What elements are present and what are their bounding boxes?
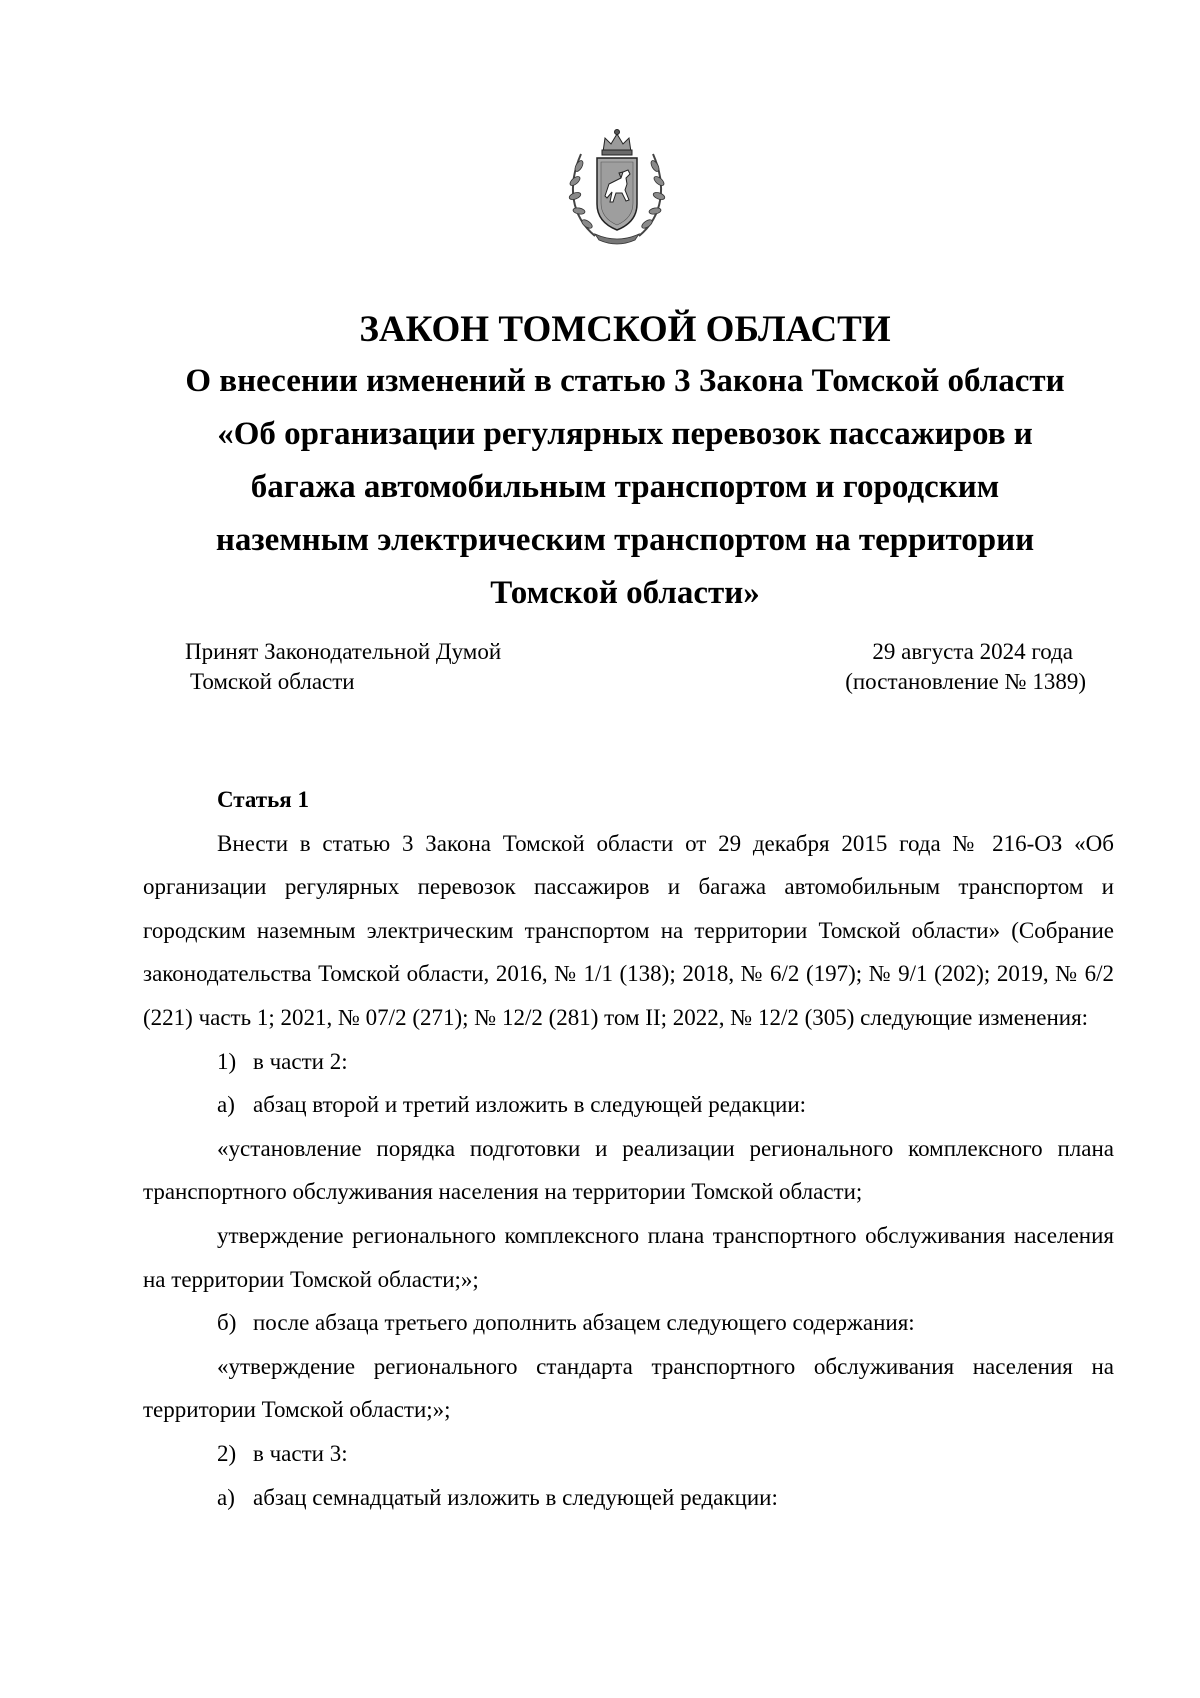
article-intro-paragraph: Внести в статью 3 Закона Томской области от 29 декабря 2015 года № 216-ОЗ «Об организации регулярных перевозок пассажиров и багажа автомобильным транспортом и городским наземным электрическим транспортом на территории Томской области» (Собрание законодательства Томской области, 2016, № 1/1 (138); 2018, № 6/2 (197); № 9/1 (202); 2019, № 6/2 (221) часть 1; 2021, № 07/2 (271); № 12/2 (281) том II; 2022, № 12/2 (305) следующие изменения: — [143, 830, 1114, 1030]
list-item — [143, 1040, 1114, 1084]
subtitle-line: О внесении изменений в статью 3 Закона Томской области — [185, 363, 1065, 399]
list-marker: 2) — [217, 1440, 237, 1466]
quoted-paragraph: «утверждение регионального стандарта транспортного обслуживания населения на территории Томской области;»; — [143, 1353, 1114, 1423]
tomsk-region-coat-of-arms-emblem — [565, 126, 669, 246]
adopted-by-line: Принят Законодательной Думой — [185, 639, 502, 664]
list-item — [143, 1083, 1114, 1127]
law-title: ЗАКОН ТОМСКОЙ ОБЛАСТИ — [359, 309, 891, 350]
list-item-text: абзац семнадцатый изложить в следующей редакции: — [253, 1484, 778, 1510]
quoted-paragraph: «установление порядка подготовки и реализации регионального комплексного плана транспортного обслуживания населения на территории Томской области; — [143, 1135, 1114, 1205]
list-item-text: после абзаца третьего дополнить абзацем следующего содержания: — [253, 1310, 915, 1336]
adoption-date-line: 29 августа 2024 года — [872, 639, 1073, 664]
subtitle-line: «Об организации регулярных перевозок пассажиров и — [217, 416, 1033, 452]
subtitle-line: наземным электрическим транспортом на территории — [215, 522, 1035, 558]
list-marker: а) — [217, 1092, 235, 1118]
adoption-date — [845, 637, 1086, 697]
article-heading: Статья 1 — [217, 787, 309, 812]
list-marker: а) — [217, 1484, 235, 1510]
quoted-paragraph: утверждение регионального комплексного плана транспортного обслуживания населения на территории Томской области;»; — [143, 1222, 1114, 1292]
list-item — [143, 1432, 1114, 1476]
list-item-text: в части 3: — [253, 1440, 348, 1466]
adopted-by — [185, 637, 501, 697]
law-subtitle — [130, 355, 1120, 620]
article-body — [143, 778, 1114, 1519]
subtitle-line: багажа автомобильным транспортом и городским — [250, 469, 1000, 505]
resolution-number: (постановление № 1389) — [845, 669, 1086, 694]
coat-of-arms-icon — [565, 126, 669, 246]
list-marker: 1) — [217, 1048, 237, 1074]
adopted-by-line: Томской области — [190, 669, 355, 694]
list-item-text: в части 2: — [253, 1048, 348, 1074]
list-marker: б) — [217, 1310, 237, 1336]
list-item — [143, 1476, 1114, 1520]
list-item — [143, 1301, 1114, 1345]
list-item-text: абзац второй и третий изложить в следующей редакции: — [253, 1092, 807, 1118]
title-block — [130, 300, 1120, 620]
subtitle-line: Томской области» — [490, 575, 760, 611]
